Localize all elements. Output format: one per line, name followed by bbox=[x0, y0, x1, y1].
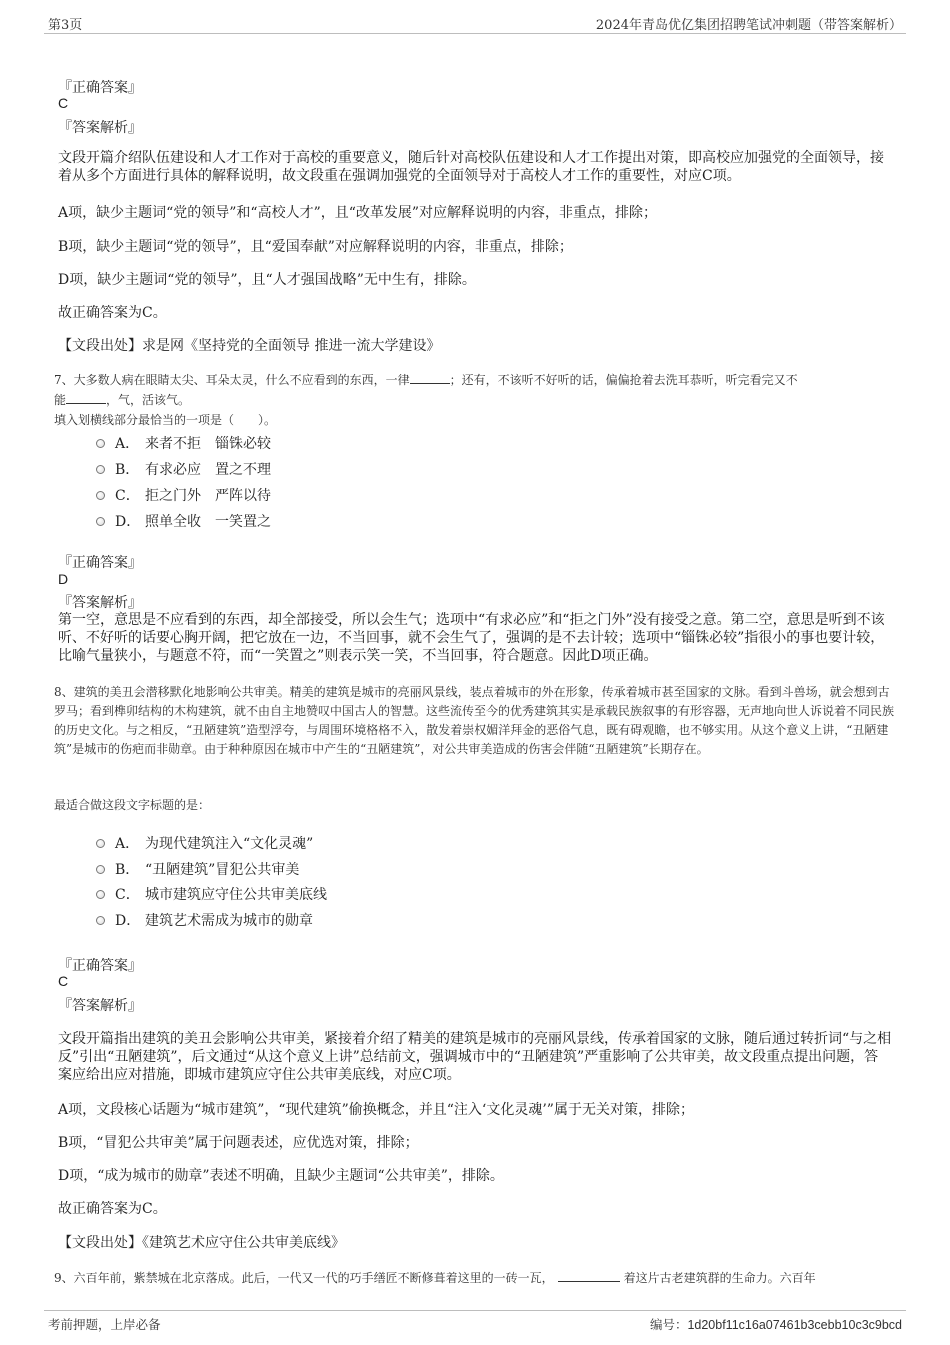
correct-answer-value: C bbox=[58, 95, 69, 111]
conclusion: 故正确答案为C。 bbox=[58, 305, 167, 321]
radio-icon[interactable] bbox=[96, 517, 105, 526]
question-9-stem: 9、六百年前，紫禁城在北京落成。此后，一代又一代的巧手缮匠不断修葺着这里的一砖一瓦， 着这片古老建筑群的生命力。六百年 bbox=[54, 1268, 816, 1286]
question-8-option-d[interactable]: D． 建筑艺术需成为城市的勋章 bbox=[96, 910, 313, 930]
footer-slogan: 考前押题，上岸必备 bbox=[48, 1317, 161, 1332]
source-citation: 【文段出处】求是网《坚持党的全面领导 推进一流大学建设》 bbox=[58, 338, 441, 354]
analysis-text: 文段开篇指出建筑的美丑会影响公共审美，紧接着介绍了精美的建筑是城市的亮丽风景线，传承着国家的文脉，随后通过转折词“与之相反”引出“丑陋建筑”，后文通过“从这个意义上讲”总结前文，强调城市中的“丑陋建筑”严重影响了公共审美，故文段重点提出问题，答案应给出应对措施，即城市建筑应守住公共审美底线，对应C项。 bbox=[58, 1031, 892, 1083]
answer-blank bbox=[558, 1268, 620, 1282]
answer-blank bbox=[410, 370, 450, 384]
question-7-stem: 7、大多数人病在眼睛太尖、耳朵太灵，什么不应看到的东西，一律 ；还有，不该听不好听的话，偏偏抢着去洗耳恭听，听完看完又不 能 ，气，活该气。 bbox=[54, 370, 896, 410]
question-8-option-c[interactable]: C． 城市建筑应守住公共审美底线 bbox=[96, 884, 327, 904]
radio-icon[interactable] bbox=[96, 890, 105, 899]
conclusion: 故正确答案为C。 bbox=[58, 1201, 167, 1217]
question-7-option-a[interactable]: A． 来者不拒 锱铢必较 bbox=[96, 433, 271, 453]
answer-blank bbox=[66, 390, 106, 404]
question-8-instruction: 最适合做这段文字标题的是： bbox=[54, 798, 211, 812]
option-a-analysis: A项，文段核心话题为“城市建筑”，“现代建筑”偷换概念，并且“注入‘文化灵魂’”属于无关对策，排除； bbox=[58, 1102, 694, 1118]
analysis-label: 『答案解析』 bbox=[58, 595, 142, 611]
question-8-option-b[interactable]: B． “丑陋建筑”冒犯公共审美 bbox=[96, 859, 299, 879]
correct-answer-value: C bbox=[58, 973, 69, 989]
correct-answer-label: 『正确答案』 bbox=[58, 555, 142, 571]
document-code: 编号：1d20bf11c16a07461b3cebb10c3c9bcd bbox=[649, 1317, 902, 1332]
correct-answer-label: 『正确答案』 bbox=[58, 80, 142, 96]
radio-icon[interactable] bbox=[96, 865, 105, 874]
question-8-option-a[interactable]: A． 为现代建筑注入“文化灵魂” bbox=[96, 833, 313, 853]
option-d-analysis: D项，缺少主题词“党的领导”，且“人才强国战略”无中生有，排除。 bbox=[58, 272, 476, 288]
radio-icon[interactable] bbox=[96, 839, 105, 848]
footer-divider bbox=[44, 1310, 906, 1311]
page-number: 第3页 bbox=[48, 18, 83, 33]
radio-icon[interactable] bbox=[96, 439, 105, 448]
header-divider bbox=[44, 33, 906, 34]
correct-answer-value: D bbox=[58, 571, 69, 587]
question-7-option-c[interactable]: C． 拒之门外 严阵以待 bbox=[96, 485, 271, 505]
analysis-text: 第一空，意思是不应看到的东西，却全部接受，所以会生气；选项中“有求必应”和“拒之门外”没有接受之意。第二空，意思是听到不该听、不好听的话要心胸开阔，把它放在一边，不当回事，就不会生气了，强调的是不去计较；选项中“锱铢必较”指很小的事也要计较，比喻气量狭小，与题意不符，而“一笑置之”则表示笑一笑，不当回事，符合题意。因此D项正确。 bbox=[58, 612, 885, 664]
question-8-stem: 8、建筑的美丑会潜移默化地影响公共审美。精美的建筑是城市的亮丽风景线，装点着城市的外在形象，传承着城市甚至国家的文脉。看到斗兽场，就会想到古罗马；看到榫卯结构的木构建筑，就不由自主地赞叹中国古人的智慧。这些流传至今的优秀建筑其实是承载民族叙事的有形容器，无声地向世人诉说着不同民族的历史文化。与之相反，“丑陋建筑”造型浮夸，与周围环境格格不入，散发着崇权媚洋拜金的恶俗气息，既有碍观瞻，也不够实用。从这个意义上讲，“丑陋建筑”是城市的伤疤而非勋章。由于种种原因在城市中产生的“丑陋建筑”，对公共审美造成的伤害会伴随“丑陋建筑”长期存在。 bbox=[54, 685, 895, 756]
radio-icon[interactable] bbox=[96, 491, 105, 500]
question-7-option-d[interactable]: D． 照单全收 一笑置之 bbox=[96, 511, 271, 531]
radio-icon[interactable] bbox=[96, 916, 105, 925]
option-d-analysis: D项，“成为城市的勋章”表述不明确，且缺少主题词“公共审美”，排除。 bbox=[58, 1168, 504, 1184]
radio-icon[interactable] bbox=[96, 465, 105, 474]
question-7-instruction: 填入划横线部分最恰当的一项是（ ）。 bbox=[54, 413, 277, 427]
correct-answer-label: 『正确答案』 bbox=[58, 958, 142, 974]
option-a-analysis: A项，缺少主题词“党的领导”和“高校人才”，且“改革发展”对应解释说明的内容，非重点，排除； bbox=[58, 205, 658, 221]
source-citation: 【文段出处】《建筑艺术应守住公共审美底线》 bbox=[58, 1235, 345, 1251]
option-b-analysis: B项，缺少主题词“党的领导”，且“爱国奉献”对应解释说明的内容，非重点，排除； bbox=[58, 239, 573, 255]
document-title: 2024年青岛优亿集团招聘笔试冲刺题（带答案解析） bbox=[595, 18, 902, 33]
option-b-analysis: B项，“冒犯公共审美”属于问题表述，应优选对策，排除； bbox=[58, 1135, 419, 1151]
analysis-label: 『答案解析』 bbox=[58, 998, 142, 1014]
analysis-text: 文段开篇介绍队伍建设和人才工作对于高校的重要意义，随后针对高校队伍建设和人才工作提出对策，即高校应加强党的全面领导，接着从多个方面进行具体的解释说明，故文段重在强调加强党的全面领导对于高校人才工作的重要性，对应C项。 bbox=[58, 150, 884, 184]
question-7-option-b[interactable]: B． 有求必应 置之不理 bbox=[96, 459, 271, 479]
analysis-label: 『答案解析』 bbox=[58, 120, 142, 136]
